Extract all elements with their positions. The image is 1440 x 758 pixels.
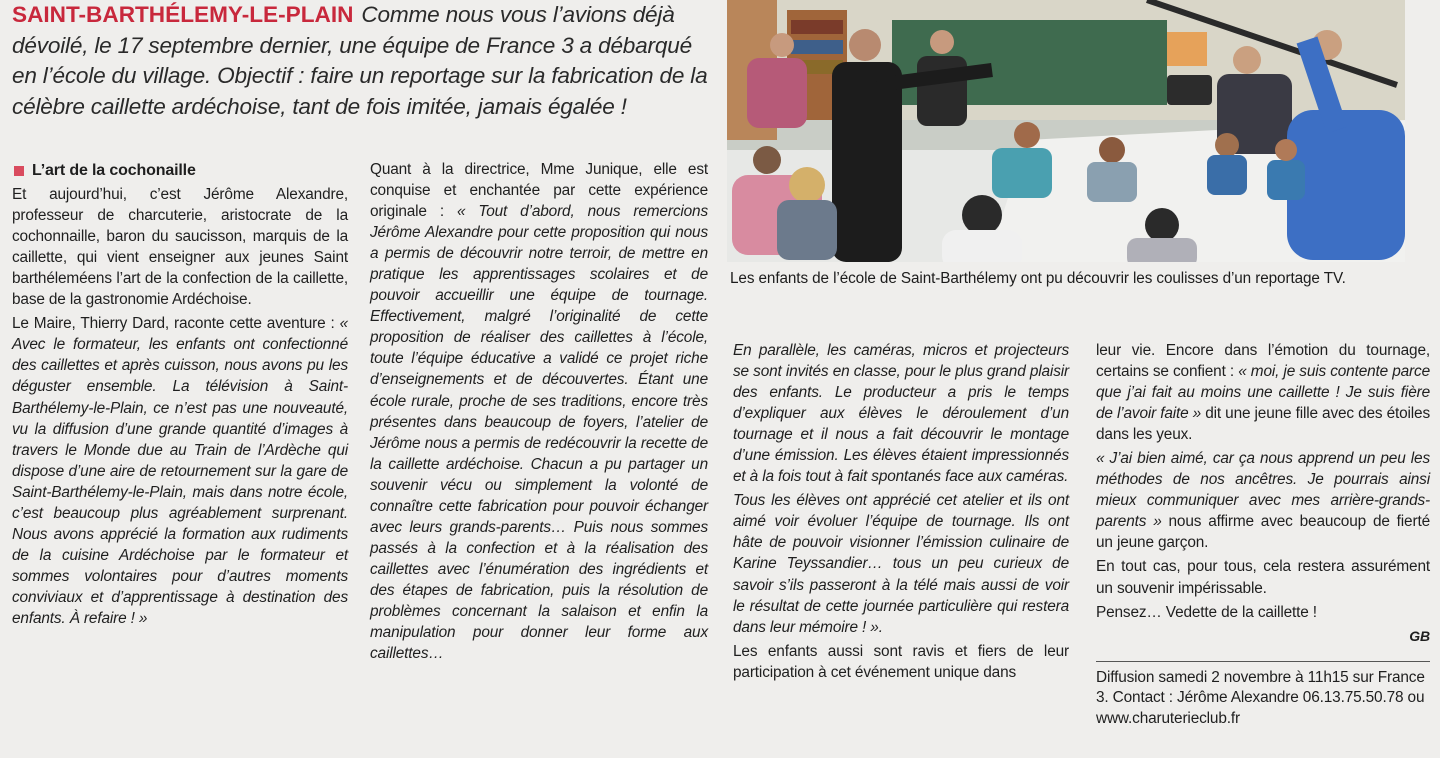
paragraph: Les enfants aussi sont ravis et fiers de leur participation à cet événement unique dans bbox=[733, 642, 1069, 681]
paragraph: En parallèle, les caméras, micros et projecteurs se sont invités en classe, pour le plus grand plaisir des enfants. Le producteur a pris le temps d’expliquer aux élèves le déroulement d’un tournage et il nous a fait découvrir le montage d’une émission. Les élèves étaient impressionnés et à la fois tout à fait spontanés face aux caméras. bbox=[733, 342, 1069, 486]
broadcast-info: Diffusion samedi 2 novembre à 11h15 sur France 3. Contact : Jérôme Alexandre 06.13.75.50.78 ou www.charuterieclub.fr bbox=[1096, 668, 1425, 727]
classroom-photo-illustration bbox=[727, 0, 1405, 262]
paragraph bbox=[1096, 340, 1430, 445]
lead-text: Comme nous vous l’avions déjà dévoilé, le 17 septembre dernier, une équipe de France 3 a débarqué en l’école du village. Objectif : faire un reportage sur la fabrication de la célèbre caillette ardéchoise, tant de fois imitée, jamais égalée ! bbox=[12, 2, 708, 119]
subhead-text: L’art de la cochonaille bbox=[32, 162, 196, 179]
paragraph: En tout cas, pour tous, cela restera assurément un souvenir impérissable. bbox=[1096, 558, 1430, 597]
red-square-icon bbox=[14, 166, 24, 176]
paragraph: Pensez… Vedette de la caillette ! bbox=[1096, 603, 1317, 621]
article-photo bbox=[727, 0, 1405, 262]
author-signature: GB bbox=[1409, 627, 1430, 644]
section-subhead bbox=[12, 160, 348, 181]
photo-caption: Les enfants de l’école de Saint-Barthélemy ont pu découvrir les coulisses d’un reportage TV. bbox=[730, 270, 1346, 287]
divider bbox=[1096, 661, 1430, 662]
dateline-place: SAINT-BARTHÉLEMY-LE-PLAIN bbox=[12, 2, 354, 27]
mayor-quote: « Avec le formateur, les enfants ont confectionné des caillettes et après cuisson, nous avons pu les déguster ensemble. La télévision à Saint-Barthélemy-le-Plain, ce n’est pas une nouveauté, vu la diffusion d’une grande quantité d’images à travers le Monde due au Train de l’Ardèche qui dispose d’une aire de retournement sur la gare de Saint-Barthélemy-le-Plain, mais dans notre école, c’est beaucoup plus agréablement surprenant. Nous avons apprécié la formation aux rudiments de la cuisine Ardéchoise par le formateur et sommes volontaires pour d’autres moments conviviaux et d’apprentissage à destination des enfants. À refaire ! » bbox=[12, 315, 348, 627]
quote-intro: Quant à la directrice, Mme Junique, elle est conquise et enchantée par cette expérience originale : bbox=[370, 161, 708, 221]
article-lead bbox=[12, 0, 712, 122]
text-run: dit une jeune fille avec des étoiles dans les yeux. bbox=[1096, 405, 1431, 444]
article-column-4 bbox=[1096, 340, 1430, 729]
text-run: nous affirme avec beaucoup de fierté un jeune garçon. bbox=[1096, 513, 1430, 552]
paragraph bbox=[12, 313, 348, 629]
boy-quote: « J’ai bien aimé, car ça nous apprend un peu les méthodes de nos ancêtres. Je pourrais ainsi mieux communiquer avec mes arrière-grands-parents » bbox=[1096, 450, 1430, 531]
paragraph: Et aujourd’hui, c’est Jérôme Alexandre, professeur de charcuterie, aristocrate de la cochonnaille, baron du saucisson, marquis de la caillette, qui vient enseigner aux jeunes Saint barthéleméens l’art de la confection de la caillette, base de la gastronomie Ardéchoise. bbox=[12, 186, 348, 309]
paragraph bbox=[370, 159, 708, 664]
paragraph: Tous les élèves ont apprécié cet atelier et ils ont aimé voir évoluer l’équipe de tournage. Ils ont hâte de pouvoir visionner l’émission culinaire de Karine Teyssandier… tous un peu curieux de savoir s’ils passeront à la télé mais aussi de voir le résultat de cette journée particulière qui restera dans leur mémoire ! ». bbox=[733, 492, 1069, 636]
girl-quote: « moi, je suis contente parce que j’ai fait au moins une caillette ! Je suis fière de l’avoir faite » bbox=[1096, 363, 1430, 423]
director-quote: « Tout d’abord, nous remercions Jérôme Alexandre pour cette proposition qui nous a permis de découvrir notre terroir, de mettre en pratique les apprentissages scolaires et de pouvoir accueillir une équipe de tournage. Effectivement, malgré l’originalité de cette proposition de réaliser des caillettes à l’école, toute l’équipe éducative a validé ce projet riche d’enseignements et de découvertes. Étant une école rurale, proche de ses traditions, encore très présentes dans beaucoup de foyers, l’atelier de Jérôme nous a permis de redécouvrir la recette de la caillette ardéchoise. Chacun a pu partager un souvenir vécu ou simplement la volonté de connaître cette fabrication pour pouvoir échanger avec leurs grands-parents… Puis nous sommes passés à la confection et à la réalisation des caillettes avec l’énumération des ingrédients et des étapes de fabrication, puis la résolution de problèmes concernant la salaison et enfin la manipulation pour donner leur forme aux caillettes… bbox=[370, 203, 708, 663]
article-column-3 bbox=[733, 340, 1069, 686]
paragraph bbox=[1096, 448, 1430, 553]
quote-intro: Le Maire, Thierry Dard, raconte cette aventure : bbox=[12, 315, 335, 333]
text-run: leur vie. Encore dans l’émotion du tournage, certains se confient : bbox=[1096, 342, 1430, 381]
article-column-1 bbox=[12, 160, 348, 632]
article-column-2 bbox=[370, 159, 708, 667]
